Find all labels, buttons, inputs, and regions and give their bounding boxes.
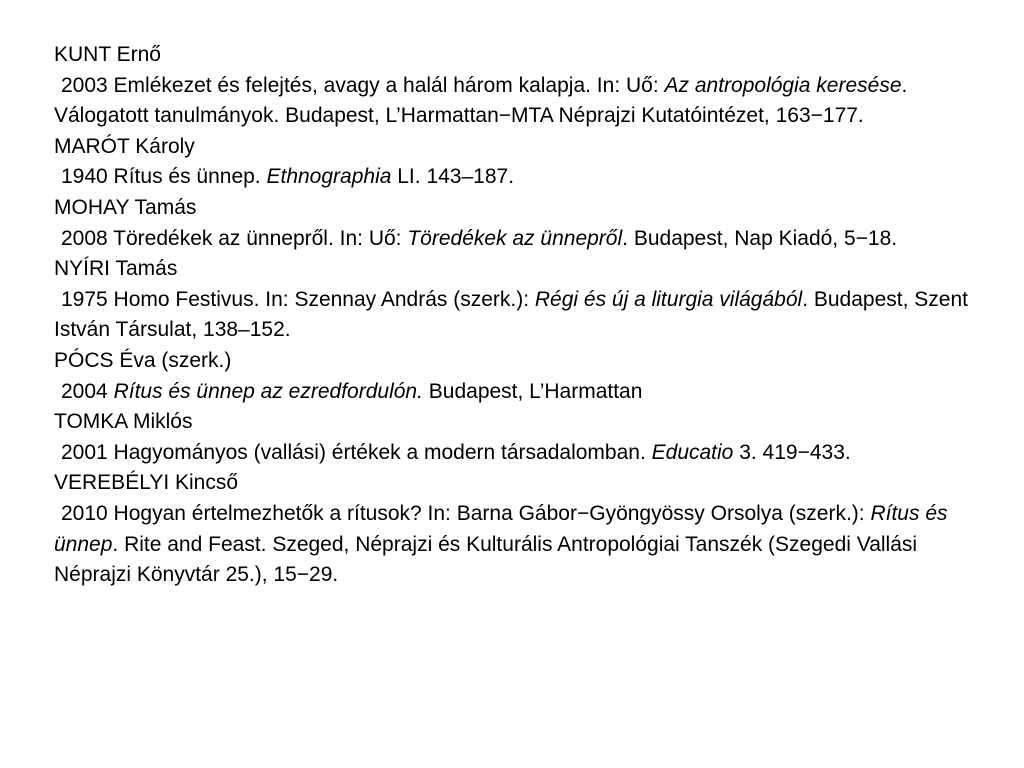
bibliography-entry [54,285,989,346]
entry-title: Régi és új a liturgia világából [534,287,803,311]
bibliography-author: VEREBÉLYI Kincső [54,471,239,495]
entry-text: 2008 Töredékek az ünnepről. In: Uő: [61,226,408,250]
entry-title: Rítus és ünnep az ezredfordulón. [113,379,423,403]
bibliography-entry [54,438,989,469]
entry-text: 1940 Rítus és ünnep. [61,165,267,189]
entry-title: Az antropológia keresése [664,73,902,97]
bibliography-entry [54,162,989,193]
entry-title: Rítus és ünnep [54,501,948,556]
entry-text: 2003 Emlékezet és felejtés, avagy a halál három kalapja. In: Uő: [61,73,665,97]
bibliography-entry [54,499,989,591]
bibliography-entry [54,224,989,255]
bibliography-author: TOMKA Miklós [54,410,193,434]
entry-title: Educatio [651,440,734,464]
entry-text: 2001 Hagyományos (vallási) értékek a modern társadalomban. [61,440,652,464]
bibliography-author: KUNT Ernő [54,43,161,66]
entry-text: 2010 Hogyan értelmezhetők a rítusok? In: Barna Gábor−Gyöngyössy Orsolya (szerk.): [61,501,871,525]
entry-text: 2004 [61,379,114,403]
bibliography-author: MARÓT Károly [54,134,195,158]
entry-text: 1975 Homo Festivus. In: Szennay András (szerk.): [61,287,535,311]
entry-text: Budapest, L’Harmattan [422,379,643,403]
entry-title: Töredékek az ünnepről [407,226,623,250]
bibliography-author: MOHAY Tamás [54,195,197,219]
bibliography-entry [54,377,989,408]
entry-text: LI. 143–187. [391,165,515,189]
bibliography-author: PÓCS Éva (szerk.) [54,348,232,372]
entry-text: . Budapest, Nap Kiadó, 5−18. [622,226,898,250]
bibliography-author: NYÍRI Tamás [54,257,178,281]
bibliography-list [54,40,989,591]
entry-text: . Válogatott tanulmányok. Budapest, L’Harmattan−MTA Néprajzi Kutatóintézet, 163−177. [54,73,908,128]
entry-text: . Budapest, Szent István Társulat, 138–152. [54,287,968,342]
entry-text: 3. 419−433. [733,440,851,464]
bibliography-entry [54,71,989,132]
entry-title: Ethnographia [266,165,392,189]
entry-text: . Rite and Feast. Szeged, Néprajzi és Kulturális Antropológiai Tanszék (Szegedi Vallási Néprajzi Könyvtár 25.), 15−29. [54,532,918,587]
